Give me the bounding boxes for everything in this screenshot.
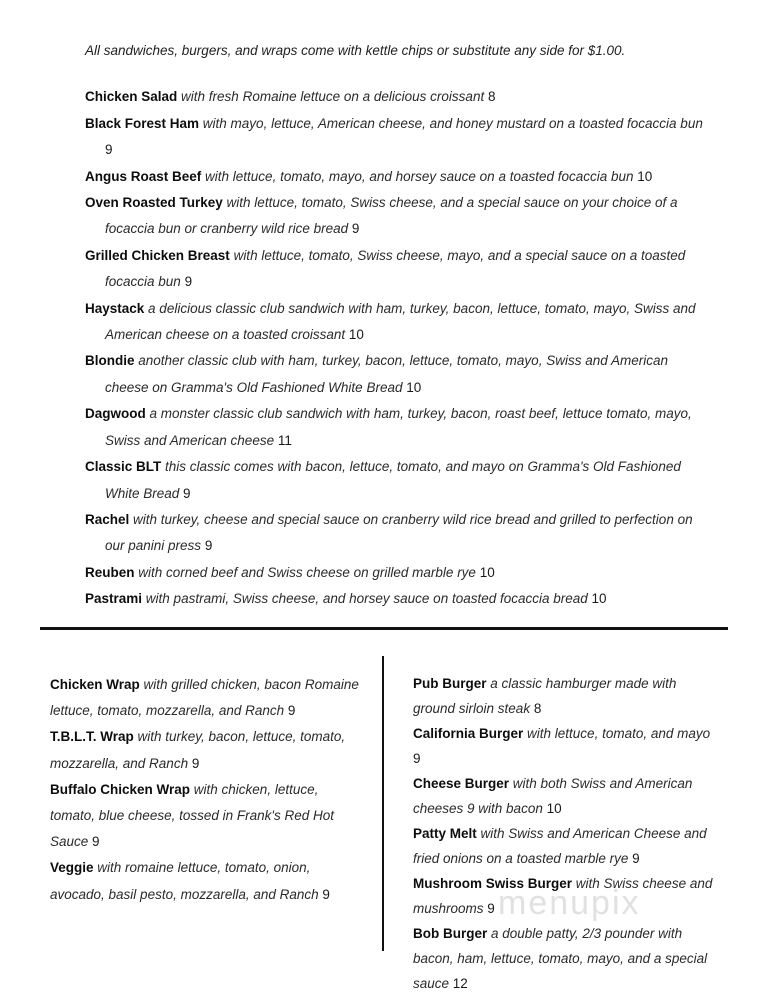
item-name: Black Forest Ham bbox=[85, 115, 200, 131]
item-description: with lettuce, tomato, mayo, and horsey sauce on a toasted focaccia bun bbox=[201, 168, 638, 184]
menu-item bbox=[85, 401, 709, 454]
item-description: another classic club with ham, turkey, bacon, lettuce, tomato, mayo, Swiss and American cheese on Gramma's Old Fashioned White Bread bbox=[105, 353, 668, 395]
item-description: with turkey, bacon, lettuce, tomato, mozzarella, and Ranch bbox=[50, 729, 346, 771]
item-name: Haystack bbox=[85, 300, 145, 316]
menu-item bbox=[50, 672, 360, 724]
section-divider-line bbox=[40, 627, 728, 630]
item-description: a delicious classic club sandwich with ham, turkey, bacon, lettuce, tomato, mayo, Swiss and American cheese on a toasted croissant bbox=[105, 300, 696, 343]
watermark-text: menupix bbox=[498, 884, 641, 922]
item-price: 9 bbox=[287, 703, 296, 719]
item-price: 9 bbox=[191, 755, 200, 771]
item-name: Patty Melt bbox=[413, 826, 477, 841]
column-divider-line bbox=[382, 656, 384, 951]
item-description: with both Swiss and American cheeses 9 with bacon bbox=[413, 776, 693, 816]
item-description: with chicken, lettuce, tomato, blue cheese, tossed in Frank's Red Hot Sauce bbox=[50, 781, 334, 850]
menu-item bbox=[85, 111, 709, 164]
menu-item bbox=[413, 771, 721, 821]
item-name: Buffalo Chicken Wrap bbox=[50, 781, 191, 797]
item-description: a double patty, 2/3 pounder with bacon, ham, lettuce, tomato, mayo, and a special sauce bbox=[413, 926, 708, 991]
menu-item bbox=[50, 777, 360, 856]
item-description: this classic comes with bacon, lettuce, tomato, and mayo on Gramma's Old Fashioned White Bread bbox=[105, 459, 681, 501]
item-description: with mayo, lettuce, American cheese, and honey mustard on a toasted focaccia bun bbox=[199, 115, 703, 131]
menu-item bbox=[50, 855, 360, 907]
item-name: Pastrami bbox=[85, 591, 143, 607]
item-description: with lettuce, tomato, Swiss cheese, and a special sauce on your choice of a focaccia bun or cranberry wild rice bread bbox=[105, 195, 678, 237]
menu-item bbox=[85, 560, 709, 586]
item-price: 10 bbox=[479, 564, 495, 580]
item-name: Rachel bbox=[85, 511, 130, 527]
item-price: 10 bbox=[591, 591, 607, 607]
item-name: Bob Burger bbox=[413, 926, 488, 941]
item-price: 9 bbox=[413, 751, 421, 766]
menu-item bbox=[85, 84, 709, 110]
item-name: Chicken Salad bbox=[85, 89, 178, 105]
menu-item bbox=[85, 164, 709, 190]
item-price: 9 bbox=[92, 834, 100, 850]
item-price: 9 bbox=[184, 274, 193, 290]
item-price: 10 bbox=[637, 168, 653, 184]
item-name: Pub Burger bbox=[413, 676, 487, 691]
item-price: 10 bbox=[546, 801, 562, 816]
menu-item bbox=[50, 724, 360, 776]
item-description: a monster classic club sandwich with ham, turkey, bacon, roast beef, lettuce tomato, mayo, Swiss and American cheese bbox=[105, 406, 692, 448]
item-description: with Swiss and American Cheese and fried onions on a toasted marble rye bbox=[413, 826, 707, 866]
item-price: 9 bbox=[487, 901, 495, 916]
item-name: California Burger bbox=[413, 726, 524, 741]
menu-item bbox=[85, 296, 709, 349]
item-price: 11 bbox=[277, 432, 292, 448]
menu-item bbox=[85, 454, 709, 507]
item-name: Angus Roast Beef bbox=[85, 168, 202, 184]
item-price: 10 bbox=[406, 379, 422, 395]
item-description: with lettuce, tomato, and mayo bbox=[523, 726, 711, 741]
item-description: a classic hamburger made with ground sirloin steak bbox=[413, 676, 677, 716]
item-price: 9 bbox=[322, 886, 330, 902]
menu-item bbox=[413, 921, 721, 994]
item-price: 9 bbox=[183, 485, 191, 501]
menu-item bbox=[85, 348, 709, 401]
item-name: Classic BLT bbox=[85, 459, 162, 475]
item-price: 9 bbox=[351, 221, 360, 237]
item-price: 10 bbox=[348, 327, 364, 343]
menu-item bbox=[85, 243, 709, 296]
menu-item bbox=[413, 821, 721, 871]
item-name: Mushroom Swiss Burger bbox=[413, 876, 573, 891]
menu-item bbox=[85, 586, 709, 612]
item-price: 9 bbox=[632, 851, 640, 866]
item-name: T.B.L.T. Wrap bbox=[50, 729, 134, 745]
item-price: 8 bbox=[487, 89, 496, 105]
item-price: 9 bbox=[105, 142, 113, 158]
menu-item bbox=[85, 190, 709, 243]
menu-item bbox=[413, 721, 721, 771]
item-name: Oven Roasted Turkey bbox=[85, 195, 223, 211]
item-description: with grilled chicken, bacon Romaine lettuce, tomato, mozzarella, and Ranch bbox=[50, 677, 359, 719]
item-name: Veggie bbox=[50, 860, 94, 876]
item-name: Cheese Burger bbox=[413, 776, 510, 791]
item-name: Dagwood bbox=[85, 406, 146, 422]
menu-item bbox=[85, 507, 709, 560]
item-price: 12 bbox=[452, 976, 468, 991]
burgers-column bbox=[413, 671, 721, 994]
menu-note: All sandwiches, burgers, and wraps come with kettle chips or substitute any side for $1.00. bbox=[85, 43, 626, 58]
item-description: with turkey, cheese and special sauce on cranberry wild rice bread and grilled to perfection on our panini press bbox=[105, 511, 693, 554]
item-name: Blondie bbox=[85, 353, 135, 369]
item-description: with romaine lettuce, tomato, onion, avocado, basil pesto, mozzarella, and Ranch bbox=[50, 860, 323, 902]
item-price: 8 bbox=[533, 701, 542, 716]
item-price: 9 bbox=[204, 538, 213, 554]
item-name: Reuben bbox=[85, 564, 135, 580]
wraps-column bbox=[50, 672, 360, 908]
item-description: with Swiss cheese and mushrooms bbox=[413, 876, 713, 916]
item-description: with corned beef and Swiss cheese on grilled marble rye bbox=[134, 564, 480, 580]
item-name: Chicken Wrap bbox=[50, 677, 140, 692]
sandwiches-list bbox=[85, 84, 709, 612]
item-description: with fresh Romaine lettuce on a delicious croissant bbox=[177, 89, 488, 105]
item-name: Grilled Chicken Breast bbox=[85, 247, 230, 263]
item-description: with pastrami, Swiss cheese, and horsey sauce on toasted focaccia bread bbox=[142, 591, 592, 607]
menu-item bbox=[413, 871, 721, 921]
item-description: with lettuce, tomato, Swiss cheese, mayo, and a special sauce on a toasted focaccia bun bbox=[105, 247, 686, 290]
sandwich-section bbox=[85, 38, 709, 613]
menu-item bbox=[413, 671, 721, 721]
